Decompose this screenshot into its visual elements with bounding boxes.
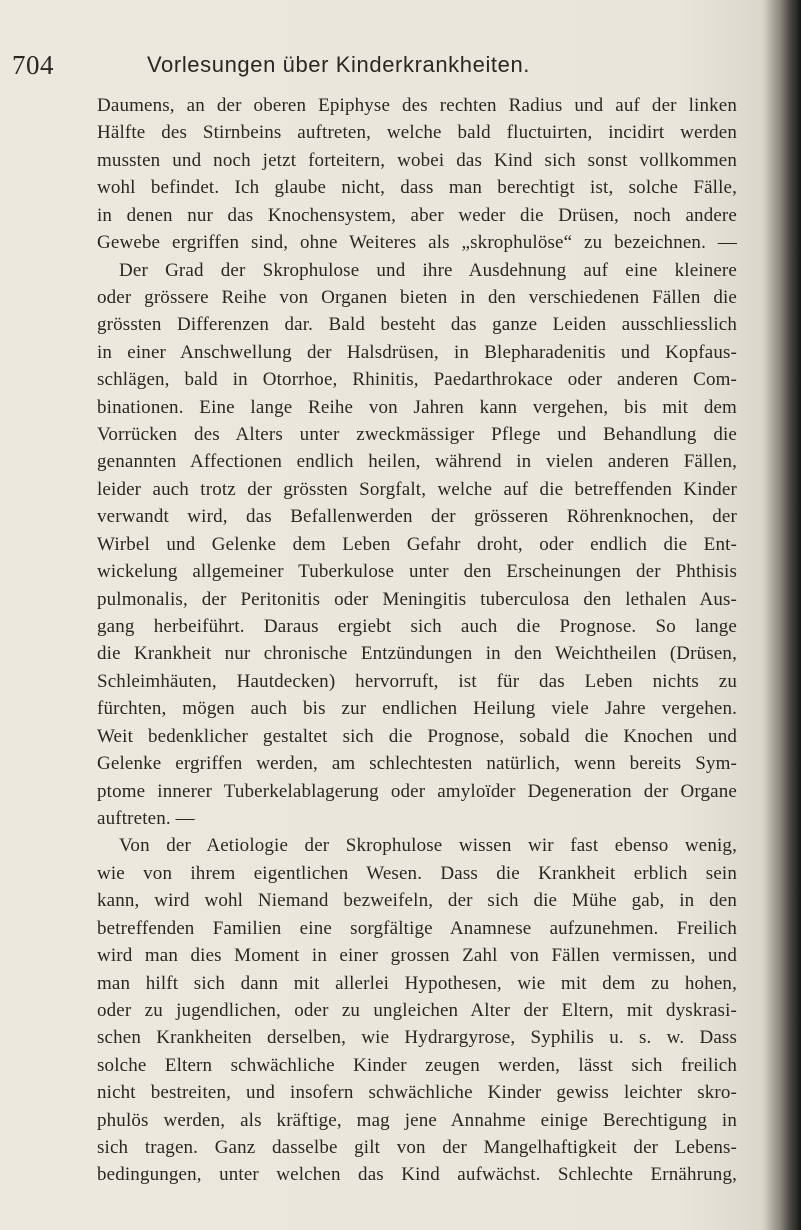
text-line: kann, wird wohl Niemand bezweifeln, der sich die Mühe gab, in den — [97, 890, 737, 912]
text-line: Gewebe ergriffen sind, ohne Weiteres als „skrophulöse“ zu bezeichnen. — — [97, 232, 737, 254]
text-line: leider auch trotz der grössten Sorgfalt, welche auf die betreffenden Kinder — [97, 478, 737, 500]
text-line: Wirbel und Gelenke dem Leben Gefahr droht, oder endlich die Ent- — [97, 533, 737, 555]
text-line: pulmonalis, der Peritonitis oder Meningitis tuberculosa den lethalen Aus- — [97, 588, 737, 610]
book-spine-shadow — [765, 0, 801, 1230]
page-number: 704 — [12, 50, 54, 80]
paragraph-start-line: Der Grad der Skrophulose und ihre Ausdehnung auf eine kleinere — [119, 259, 737, 281]
text-line: grössten Differenzen dar. Bald besteht das ganze Leiden ausschliesslich — [97, 314, 737, 336]
text-line: phulös werden, als kräftige, mag jene Annahme einige Berechtigung in — [97, 1109, 737, 1131]
text-line: genannten Affectionen endlich heilen, während in vielen anderen Fällen, — [97, 451, 737, 473]
text-line: fürchten, mögen auch bis zur endlichen Heilung viele Jahre vergehen. — [97, 698, 737, 720]
text-line: Vorrücken des Alters unter zweckmässiger Pflege und Behandlung die — [97, 424, 737, 446]
text-line: man hilft sich dann mit allerlei Hypothesen, wie mit dem zu hohen, — [97, 972, 737, 994]
text-line: Schleimhäuten, Hautdecken) hervorruft, ist für das Leben nichts zu — [97, 670, 737, 692]
text-line: verwandt wird, das Befallenwerden der grösseren Röhrenknochen, der — [97, 506, 737, 528]
text-line: oder grössere Reihe von Organen bieten in den verschiedenen Fällen die — [97, 286, 737, 308]
text-line: wie von ihrem eigentlichen Wesen. Dass die Krankheit erblich sein — [97, 862, 737, 884]
text-line: wird man dies Moment in einer grossen Zahl von Fällen vermissen, und — [97, 945, 737, 967]
text-line: wickelung allgemeiner Tuberkulose unter den Erscheinungen der Phthisis — [97, 561, 737, 583]
text-line: nicht bestreiten, und insofern schwächliche Kinder gewiss leichter skro- — [97, 1082, 737, 1104]
page-header — [12, 50, 752, 90]
paragraph-start-line: Von der Aetiologie der Skrophulose wissen wir fast ebenso wenig, — [119, 835, 737, 857]
text-line: gang herbeiführt. Daraus ergiebt sich auch die Prognose. So lange — [97, 616, 737, 638]
paragraph-end-line: auftreten. — — [97, 807, 195, 829]
running-head: Vorlesungen über Kinderkrankheiten. — [147, 52, 531, 77]
text-line: binationen. Eine lange Reihe von Jahren kann vergehen, bis mit dem — [97, 396, 737, 418]
text-line: betreffenden Familien eine sorgfältige Anamnese aufzunehmen. Freilich — [97, 917, 737, 939]
text-line: schen Krankheiten derselben, wie Hydrargyrose, Syphilis u. s. w. Dass — [97, 1027, 737, 1049]
text-line: ptome innerer Tuberkelablagerung oder amyloïder Degeneration der Organe — [97, 780, 737, 802]
text-line: bedingungen, unter welchen das Kind aufwächst. Schlechte Ernährung, — [97, 1164, 737, 1186]
text-line: mussten und noch jetzt forteitern, wobei das Kind sich sonst vollkommen — [97, 149, 737, 171]
text-line: Daumens, an der oberen Epiphyse des rechten Radius und auf der linken — [97, 95, 737, 116]
text-line: die Krankheit nur chronische Entzündungen in den Weichtheilen (Drüsen, — [97, 643, 737, 665]
text-line: schlägen, bald in Otorrhoe, Rhinitis, Paedarthrokace oder anderen Com- — [97, 369, 737, 391]
text-line: in einer Anschwellung der Halsdrüsen, in Blepharadenitis und Kopfaus- — [97, 341, 737, 363]
text-line: Weit bedenklicher gestaltet sich die Prognose, sobald die Knochen und — [97, 725, 737, 747]
text-line: in denen nur das Knochensystem, aber weder die Drüsen, noch andere — [97, 204, 737, 226]
text-line: sich tragen. Ganz dasselbe gilt von der Mangelhaftigkeit der Lebens- — [97, 1137, 737, 1159]
body-text — [97, 92, 737, 1189]
text-line: oder zu jugendlichen, oder zu ungleichen Alter der Eltern, mit dyskrasi- — [97, 999, 737, 1021]
text-line: Gelenke ergriffen werden, am schlechtesten natürlich, wenn bereits Sym- — [97, 753, 737, 775]
text-line: Hälfte des Stirnbeins auftreten, welche bald fluctuirten, incidirt werden — [97, 122, 737, 144]
text-line: wohl befindet. Ich glaube nicht, dass man berechtigt ist, solche Fälle, — [97, 177, 737, 199]
text-line: solche Eltern schwächliche Kinder zeugen werden, lässt sich freilich — [97, 1054, 737, 1076]
